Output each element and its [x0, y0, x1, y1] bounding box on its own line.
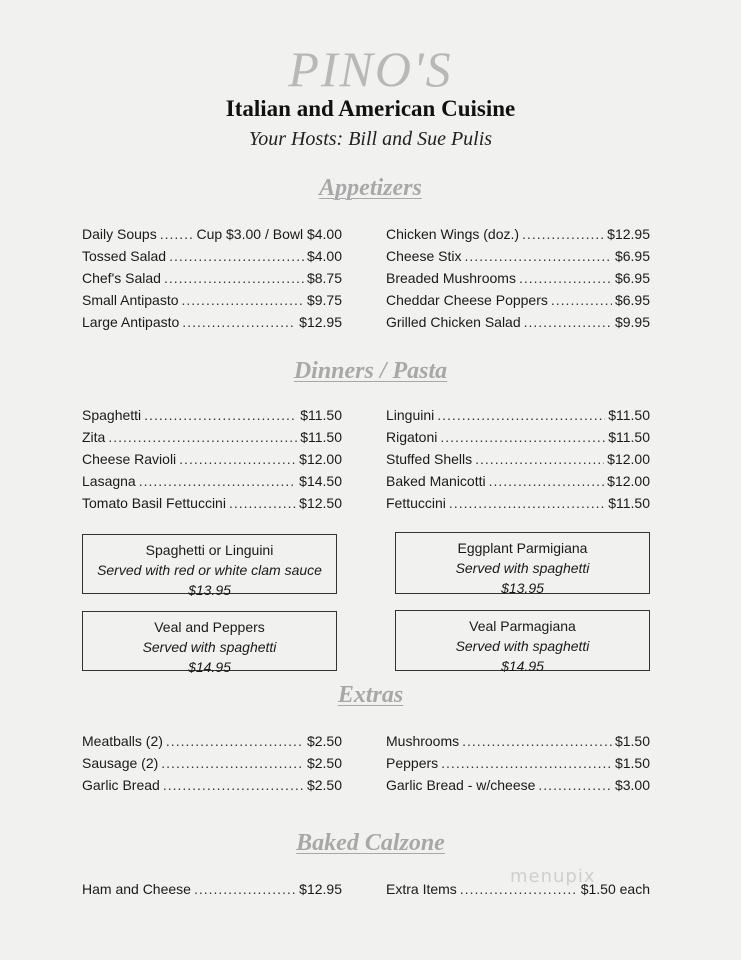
- item-name: Grilled Chicken Salad: [386, 314, 521, 330]
- dot-leader: [462, 730, 612, 752]
- cuisine-subtitle: Italian and American Cuisine: [225, 96, 516, 121]
- special-description: Served with spaghetti: [455, 638, 590, 654]
- menu-item: [386, 426, 650, 448]
- dot-leader: [440, 426, 605, 448]
- item-price: $9.95: [614, 314, 650, 330]
- menu-item: [386, 311, 650, 333]
- special-box: [395, 610, 650, 674]
- special-description: Served with red or white clam sauce: [97, 562, 322, 578]
- item-price: $12.50: [299, 495, 342, 511]
- item-name: Baked Manicotti: [386, 473, 486, 489]
- item-price: $9.75: [306, 292, 342, 308]
- item-price: $6.95: [614, 270, 650, 286]
- menu-item: [82, 426, 342, 448]
- item-price: $1.50: [614, 755, 650, 771]
- item-price: $12.00: [607, 473, 650, 489]
- item-price: Cup $3.00 / Bowl $4.00: [196, 226, 342, 242]
- menu-item: [82, 404, 342, 426]
- menu-item: [386, 774, 650, 796]
- menu-item: [386, 752, 650, 774]
- dot-leader: [108, 426, 297, 448]
- hosts-line: Your Hosts: Bill and Sue Pulis: [248, 128, 493, 150]
- item-name: Zita: [82, 429, 106, 445]
- dot-leader: [538, 774, 612, 796]
- extras-right-column: [386, 730, 650, 796]
- dot-leader: [489, 470, 605, 492]
- item-price: $11.50: [608, 429, 650, 445]
- special-title: Eggplant Parmigiana: [457, 540, 588, 556]
- item-price: $12.95: [607, 226, 650, 242]
- menu-item: [386, 404, 650, 426]
- item-name: Garlic Bread - w/cheese: [386, 777, 536, 793]
- special-price: $14.95: [188, 659, 231, 675]
- item-name: Chef's Salad: [82, 270, 161, 286]
- item-name: Cheese Ravioli: [82, 451, 177, 467]
- item-name: Daily Soups: [82, 226, 157, 242]
- dot-leader: [194, 878, 296, 900]
- watermark: menupix: [510, 866, 596, 887]
- dot-leader: [182, 289, 304, 311]
- item-price: $12.00: [607, 451, 650, 467]
- dot-leader: [519, 267, 612, 289]
- special-price: $14.95: [501, 658, 544, 674]
- item-name: Tomato Basil Fettuccini: [82, 495, 226, 511]
- extras-left-column: [82, 730, 342, 796]
- dot-leader: [524, 311, 612, 333]
- dot-leader: [139, 470, 296, 492]
- item-name: Fettuccini: [386, 495, 446, 511]
- dot-leader: [182, 311, 296, 333]
- menu-item: [386, 267, 650, 289]
- menu-item: [82, 774, 342, 796]
- menu-item: [386, 289, 650, 311]
- item-price: $8.75: [306, 270, 342, 286]
- item-name: Sausage (2): [82, 755, 159, 771]
- dot-leader: [551, 289, 612, 311]
- item-price: $11.50: [300, 407, 342, 423]
- item-price: $2.50: [306, 733, 342, 749]
- section-title-extras: Extras: [337, 682, 404, 708]
- dot-leader: [166, 730, 304, 752]
- restaurant-logo: PINO'S: [288, 41, 453, 97]
- special-box: [82, 611, 337, 675]
- menu-item: [82, 470, 342, 492]
- special-box: [395, 532, 650, 594]
- item-price: $12.95: [299, 314, 342, 330]
- dinners-left-column: [82, 404, 342, 514]
- dot-leader: [441, 752, 612, 774]
- item-name: Cheese Stix: [386, 248, 462, 264]
- menu-item: [386, 730, 650, 752]
- item-name: Tossed Salad: [82, 248, 167, 264]
- dot-leader: [522, 223, 604, 245]
- dot-leader: [437, 404, 605, 426]
- item-price: $11.50: [608, 495, 650, 511]
- section-title-calzone: Baked Calzone: [296, 830, 445, 856]
- item-name: Small Antipasto: [82, 292, 179, 308]
- item-price: $6.95: [614, 292, 650, 308]
- special-description: Served with spaghetti: [455, 560, 590, 576]
- item-price: $14.50: [299, 473, 342, 489]
- item-name: Lasagna: [82, 473, 136, 489]
- menu-item: [386, 470, 650, 492]
- item-price: $11.50: [300, 429, 342, 445]
- item-price: $12.00: [299, 451, 342, 467]
- item-price: $2.50: [306, 777, 342, 793]
- dinners-right-column: [386, 404, 650, 514]
- item-price: $3.00: [614, 777, 650, 793]
- item-name: Ham and Cheese: [82, 881, 191, 897]
- item-name: Spaghetti: [82, 407, 142, 423]
- item-name: Rigatoni: [386, 429, 438, 445]
- special-title: Spaghetti or Linguini: [145, 542, 274, 558]
- menu-item: [386, 245, 650, 267]
- menu-item: [82, 730, 342, 752]
- special-price: $13.95: [188, 582, 231, 598]
- menu-item: [82, 267, 342, 289]
- special-title: Veal and Peppers: [154, 619, 265, 635]
- dot-leader: [160, 223, 194, 245]
- item-name: Meatballs (2): [82, 733, 163, 749]
- appetizers-right-column: [386, 223, 650, 333]
- dot-leader: [144, 404, 297, 426]
- menu-item: [386, 448, 650, 470]
- item-name: Garlic Bread: [82, 777, 160, 793]
- item-name: Large Antipasto: [82, 314, 180, 330]
- special-title: Veal Parmagiana: [469, 618, 576, 634]
- menu-item: [386, 223, 650, 245]
- menu-item: [82, 311, 342, 333]
- dot-leader: [464, 245, 611, 267]
- item-price: $12.95: [299, 881, 342, 897]
- item-name: Breaded Mushrooms: [386, 270, 516, 286]
- special-price: $13.95: [501, 580, 544, 596]
- dot-leader: [229, 492, 296, 514]
- menu-item: [82, 223, 342, 245]
- dot-leader: [163, 774, 304, 796]
- section-title-dinners: Dinners / Pasta: [293, 358, 448, 384]
- dot-leader: [169, 245, 304, 267]
- menu-item: [82, 289, 342, 311]
- calzone-left-column: [82, 878, 342, 900]
- item-price: $4.00: [306, 248, 342, 264]
- item-price: $1.50: [614, 733, 650, 749]
- menu-item: [82, 245, 342, 267]
- section-title-appetizers: Appetizers: [319, 175, 422, 201]
- item-price: $1.50 each: [580, 881, 650, 897]
- dot-leader: [161, 752, 304, 774]
- menu-item: [82, 448, 342, 470]
- item-name: Extra Items: [386, 881, 457, 897]
- dot-leader: [475, 448, 604, 470]
- item-price: $2.50: [306, 755, 342, 771]
- dot-leader: [179, 448, 296, 470]
- item-price: $6.95: [614, 248, 650, 264]
- appetizers-left-column: [82, 223, 342, 333]
- item-name: Chicken Wings (doz.): [386, 226, 520, 242]
- menu-item: [82, 492, 342, 514]
- dot-leader: [164, 267, 304, 289]
- item-price: $11.50: [608, 407, 650, 423]
- special-box: [82, 534, 337, 598]
- item-name: Mushrooms: [386, 733, 460, 749]
- menu-item: [386, 492, 650, 514]
- item-name: Cheddar Cheese Poppers: [386, 292, 548, 308]
- dot-leader: [449, 492, 605, 514]
- special-description: Served with spaghetti: [142, 639, 277, 655]
- menu-item: [82, 752, 342, 774]
- menu-item: [82, 878, 342, 900]
- item-name: Stuffed Shells: [386, 451, 473, 467]
- item-name: Linguini: [386, 407, 435, 423]
- item-name: Peppers: [386, 755, 439, 771]
